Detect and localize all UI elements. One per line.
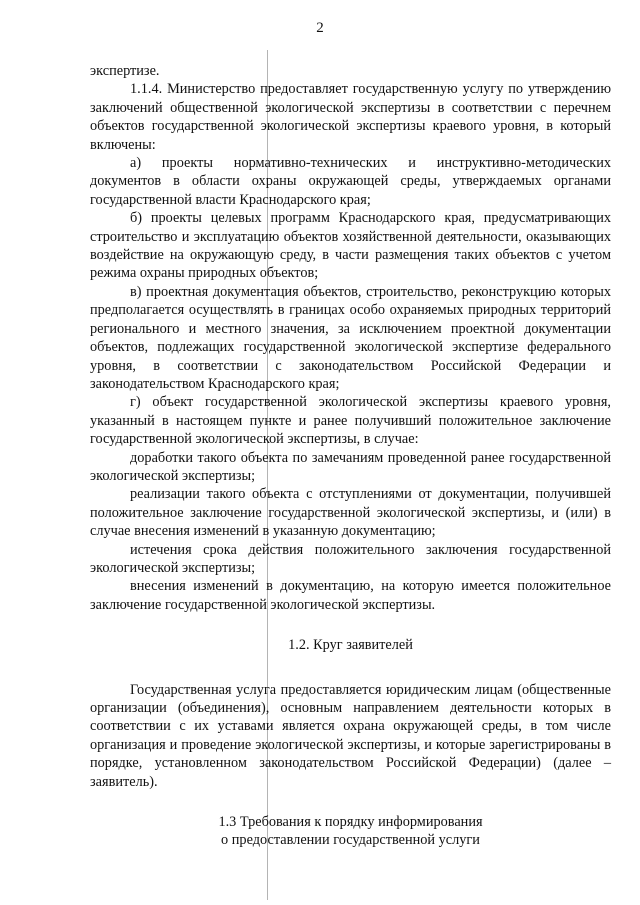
paragraph-case-revision: доработки такого объекта по замечаниям проведенной ранее государственной экологической экспертизы;: [90, 449, 611, 484]
paragraph-case-deviation: реализации такого объекта с отступлениями от документации, получившей положительное заключение государственной экологической экспертизы, и (или) в случае внесения изменений в указанную документацию;: [90, 486, 611, 540]
document-body: [90, 62, 611, 850]
section-1-3-heading-line1: 1.3 Требования к порядку информирования: [218, 814, 483, 831]
paragraph-case-expiry: истечения срока действия положительного заключения государственной экологической экспертизы;: [90, 541, 611, 576]
paragraph-item-b: б) проекты целевых программ Краснодарского края, предусматривающих строительство и эксплуатацию объектов хозяйственной деятельности, оказывающих воздействие на окружающую среду, в части размещения таких объектов с учетом режима охраны природных объектов;: [90, 210, 611, 282]
paragraph-continuation: экспертизе.: [90, 63, 160, 79]
page-number: 2: [316, 20, 324, 36]
section-1-2-heading: 1.2. Круг заявителей: [288, 637, 413, 654]
paragraph-1-1-4: 1.1.4. Министерство предоставляет государственную услугу по утверждению заключений общественной экологической экспертизы в соответствии с перечнем объектов государственной экологической экспертизы краевого уровня, в который включены:: [90, 81, 611, 153]
section-1-2-text: Государственная услуга предоставляется юридическим лицам (общественные организации (объединения), основным направлением деятельности которых в соответствии с их уставами является охрана окружающей среды, в том числе организация и проведение экологической экспертизы, и которые зарегистрированы в порядке, установленном законодательством Российской Федерации) (далее – заявитель).: [90, 681, 611, 790]
paragraph-item-v: в) проектная документация объектов, строительство, реконструкцию которых предполагается осуществлять в границах особо охраняемых природных территорий регионального и местного значения, за исключением проектной документации объектов, подлежащих государственной экологической экспертизе федерального уровня, в соответствии с законодательством Российской Федерации и законодательством Краснодарского края;: [90, 283, 611, 392]
section-1-3-heading-line2: о предоставлении государственной услуги: [221, 832, 480, 849]
paragraph-case-changes: внесения изменений в документацию, на которую имеется положительное заключение государственной экологической экспертизы.: [90, 578, 611, 613]
paragraph-item-g: г) объект государственной экологической экспертизы краевого уровня, указанный в настоящем пункте и ранее получивший положительное заключение государственной экологической экспертизы, в случае:: [90, 394, 611, 448]
paragraph-item-a: а) проекты нормативно-технических и инструктивно-методических документов в области охраны окружающей среды, утверждаемых органами государственной власти Краснодарского края;: [90, 155, 611, 208]
